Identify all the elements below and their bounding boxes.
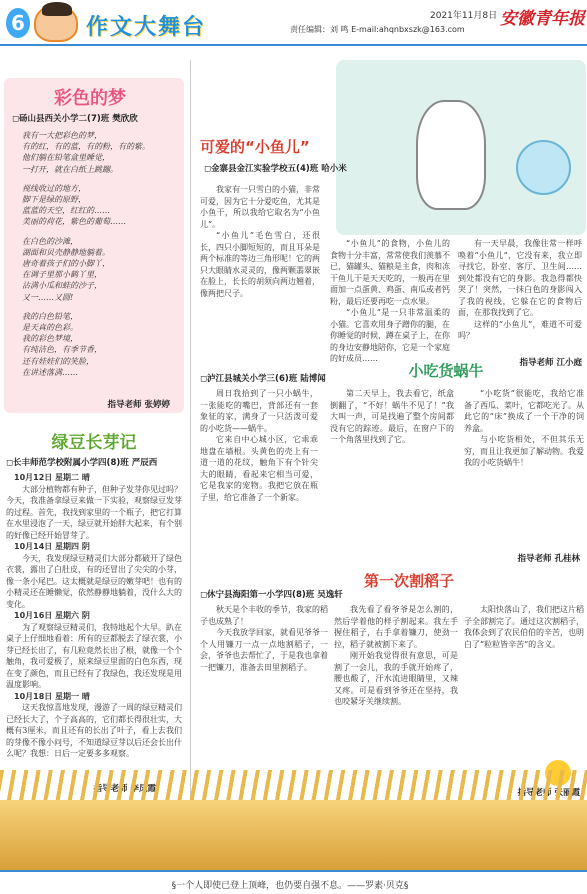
snail-column-2 xyxy=(330,388,454,446)
diary-entry-date: 10月14日 星期四 阴 xyxy=(14,542,90,551)
rice-column-1 xyxy=(200,604,328,673)
poem-line: 蓝蓝的天空，红红的…… xyxy=(22,206,110,216)
snail-paragraph: 第二天早上，我去看它，纸盒倒翻了，“不好！蜗牛不见了！”我大叫一声，可是找遍了整个房间都没有它的踪迹。最后，在窗户下的一个角落里找到了它。 xyxy=(330,389,454,444)
fish-column-3 xyxy=(458,238,582,342)
section-title: 作文大舞台 xyxy=(86,15,207,40)
diary-entry-date: 10月12日 星期二 晴 xyxy=(14,473,90,482)
poem-line: 唐奇着孩子们的小脚丫， xyxy=(22,259,110,269)
page-number: 6 xyxy=(6,8,30,38)
fish-teacher: 指导老师 江小庭 xyxy=(519,358,582,368)
fish-title: 可爱的“小鱼儿” xyxy=(200,138,310,156)
fish-article xyxy=(196,60,587,368)
diary-title: 绿豆长芽记 xyxy=(51,433,137,453)
diary-entry-text: 今天，我发现绿豆精灵们大部分都破开了绿色衣裳，露出了白肚皮，有的还冒出了尖尖的小芽，像一条小尾巴。这太概就是绿豆的嫩芽吧！也有的小精灵还在睡懒觉，依然静静地躺着，没什么大的变化。 xyxy=(6,553,182,609)
rice-byline: ◻休宁县海阳第一小学四(8)班 吴逸轩 xyxy=(200,590,343,600)
poem-line: 在调子里那小鹤丫里， xyxy=(22,270,102,280)
poem-line: 视线收过的地方， xyxy=(22,183,86,193)
poem-line: 一打开，就在白纸上跳蹦。 xyxy=(22,164,118,174)
rice-column-3 xyxy=(464,604,584,650)
fish-paragraph: “小鱼儿”毛色雪白，还很长，四只小脚短短的，而且耳朵是两个标准的等边三角形呢！它的两只大眼睛水灵灵的，像两颗翡翠嵌在脸上，长长的胡须向两边翘着，像两把尺子。 xyxy=(200,231,320,298)
fish-column-1 xyxy=(200,184,320,299)
stanza-break xyxy=(22,303,172,311)
poem-title: 彩色的梦 xyxy=(54,88,126,109)
poem-line: 我的彩色梦境， xyxy=(22,334,78,344)
page-header xyxy=(0,0,587,46)
diary-entry-text: 大部分植物都有种子，但种子发芽你见过吗？今天，我准备拿绿豆来做一下实验，观察绿豆发芽的过程。首先，我找到家里的一个瓶子，把它打算在水里浸泡了一天，绿豆就开始胖大起来，有个别的好像已经开始冒芽了。 xyxy=(6,484,182,540)
fish-paragraph: “小鱼儿”是一只非常温柔的小猫。它喜欢用身子蹭你的腿，在你睡觉的时候，蹲在桌子上，在你的身边安静地陪你，它是一个家庭的好成员…… xyxy=(330,308,450,363)
snail-paragraph: 周日我拾到了一只小蜗牛，一张能吃的嘴巴，背部还有一套象征的家，满身了一只活泼可爱的小吃货——蜗牛。 xyxy=(200,389,318,433)
diary-body xyxy=(6,472,182,760)
poem-line: 美丽的荷花，紫色的葡萄…… xyxy=(22,217,126,227)
cat-illustration xyxy=(416,100,486,210)
poem-line: 在白色的沙滩， xyxy=(22,236,78,246)
poem-line: 脚下是绿的原野， xyxy=(22,195,86,205)
poem-line: 我的白色铅笔， xyxy=(22,311,78,321)
rice-paragraph: 今天我放学回家，就看见爷爷一个人用镰刀一点一点地割稻子，一会，爷爷也去帮忙了，于是我也拿着一把镰刀，准备去田里割稻子。 xyxy=(200,628,328,672)
poem-line: 是天真的色彩。 xyxy=(22,323,78,333)
poem-line: 沾满小瓜和蛙的沙子， xyxy=(22,281,102,291)
issue-date: 2021年11月8日 xyxy=(430,11,498,21)
diary-entry-text: 为了观察绿豆精灵们，我特地起个大早。趴在桌子上仔细地看着：所有的豆都脱去了绿衣裳，小芽已经长出了，有几粒竟然长出了根，就像一个个触角，我可爱极了，原来绿豆里面的白色东西，现在变了颜色，而且已经有了我绿色，我还发现是用温度影响。 xyxy=(6,622,182,689)
editor-contact: 责任编辑：刘 鸣 E-mail:ahqnbxszk@163.com xyxy=(290,25,465,34)
rice-paragraph: 太阳快落山了，我们把这片稻子全部割完了。通过这次割稻子，我体会到了农民伯伯的辛苦，也明白了“粒粒皆辛苦”的含义。 xyxy=(464,605,584,649)
diary-entry-date: 10月16日 星期六 阴 xyxy=(14,611,90,620)
footer-motto: §一个人即使已登上顶峰，也仍要自强不息。——罗素·贝克§ xyxy=(171,881,409,891)
poem-line: 湖面和贝壳静静地躺着。 xyxy=(22,247,110,257)
newspaper-brand: 安徽青年报 xyxy=(500,9,585,29)
column-divider xyxy=(190,60,191,850)
fish-column-2 xyxy=(330,238,450,365)
rice-title: 第一次割稻子 xyxy=(363,572,454,590)
fish-paragraph: 有一天早晨，我像往常一样呼唤着“小鱼儿”，它没有来，我立即寻找它，卧室、客厅、卫生间……到处都没有它的身影。我急得都快哭了！突然，一抹白色的身影闯入了我的视线，它躲在它的食物后面，在那我找到了它。 xyxy=(458,239,582,317)
diary-entry-text: 这天我惊喜地发现，漫游了一周的绿豆精灵们已经长大了，个子高高的，它们都长得很壮实，大概有3厘米，而且还有的长出了叶子，看上去我们的芽像不像小问号，不知道绿豆芽以后还会长出什么呢？我想：日后一定要多多观察。 xyxy=(6,703,182,758)
left-column xyxy=(0,48,188,868)
snail-column-3 xyxy=(464,388,584,469)
snail-column-1 xyxy=(200,388,318,503)
rice-paragraph: 我先看了看爷爷是怎么割的，然后学着他的样子割起来。我左手握住稻子，右手拿着镰刀，使劲一拉，稻子就被割下来了。 xyxy=(334,605,458,649)
fish-paragraph: “小鱼儿”的食物，小鱼儿的食物十分丰富，常常使我们羡慕不已，猫罐头、猫粮是主食，肉和冻干鱼儿干是天天吃的，一般再在里面加一点蛋黄、鸡蛋、南瓜或者钙粉，最后还要再吃一点水果。 xyxy=(330,239,450,306)
snail-paragraph: 它来自中心城小区，它乖乖地盘在墙根。头黄色的壳上有一道一道的花纹，触角下有个针尖大的眼睛，看起来它相当可爱，它是我家的宠物。我把它放在瓶子里，给它准备了一个新家。 xyxy=(200,435,318,502)
mascot-illustration xyxy=(34,4,78,42)
poem-teacher: 指导老师 张婷婷 xyxy=(107,400,170,410)
poem-line: 我有一大把彩色的梦， xyxy=(22,131,102,140)
rice-column-2 xyxy=(334,604,458,708)
fish-paragraph: 这样的“小鱼儿”，难道不可爱吗？ xyxy=(458,319,582,340)
poem-body xyxy=(22,130,172,378)
snail-paragraph: “小吃货”很能吃，我给它准备了西瓜、菜叶，它都吃光了。从此它的“床”换成了一个干净的饲养盒。 xyxy=(464,389,584,433)
snail-paragraph: 与小吃货相处，不但其乐无穷，而且让我更加了解动物。我爱我的小吃货蜗牛！ xyxy=(464,435,584,467)
poem-line: 还有娃娃们的笑脸， xyxy=(22,356,94,366)
stanza-break xyxy=(22,175,172,183)
diary-entry-date: 10月18日 星期一 晴 xyxy=(14,691,90,701)
snail-byline: ◻泸江县城关小学三(6)班 陆博闻 xyxy=(200,374,326,384)
snail-teacher: 指导老师 孔桂林 xyxy=(517,554,580,564)
fish-paragraph: 我家有一只雪白的小猫，非常可爱，因为它十分爱吃鱼，尤其是小鱼干，所以我给它取名为“小鱼儿”。 xyxy=(200,185,320,229)
poem-line: 有的红，有的蓝，有的粉，有的紫。 xyxy=(22,142,150,152)
poem-line: 又一……又圆! xyxy=(22,292,74,302)
page-footer xyxy=(0,870,587,894)
poem-byline: ◻砀山县西关小学二(7)班 樊欣欣 xyxy=(12,114,138,124)
fish-byline: ◻金寨县金江实验学校五(4)班 哈小米 xyxy=(204,164,347,174)
poem-line: 有纯洁色，有季节香， xyxy=(22,345,102,355)
stanza-break xyxy=(22,228,172,236)
poem-line: 在讲述落满…… xyxy=(22,367,78,377)
rice-paragraph: 刚开始我觉得很有意思，可是割了一会儿，我的手就开始疼了，腰也酸了，汗水流进眼睛里，又辣又疼。可是看到爷爷还在坚持，我也咬紧牙关继续割。 xyxy=(334,651,458,706)
rice-paragraph: 秋天是个丰收的季节，我家的稻子也成熟了！ xyxy=(200,605,328,626)
fishbowl-illustration xyxy=(516,140,571,195)
snail-title: 小吃货蜗牛 xyxy=(408,362,484,380)
diary-byline: ◻长丰师范学校附属小学四(8)班 严辰西 xyxy=(6,458,158,468)
rice-field-illustration xyxy=(0,800,587,870)
poem-line: 他们躺在铅笔盒里睡觉， xyxy=(22,153,110,163)
